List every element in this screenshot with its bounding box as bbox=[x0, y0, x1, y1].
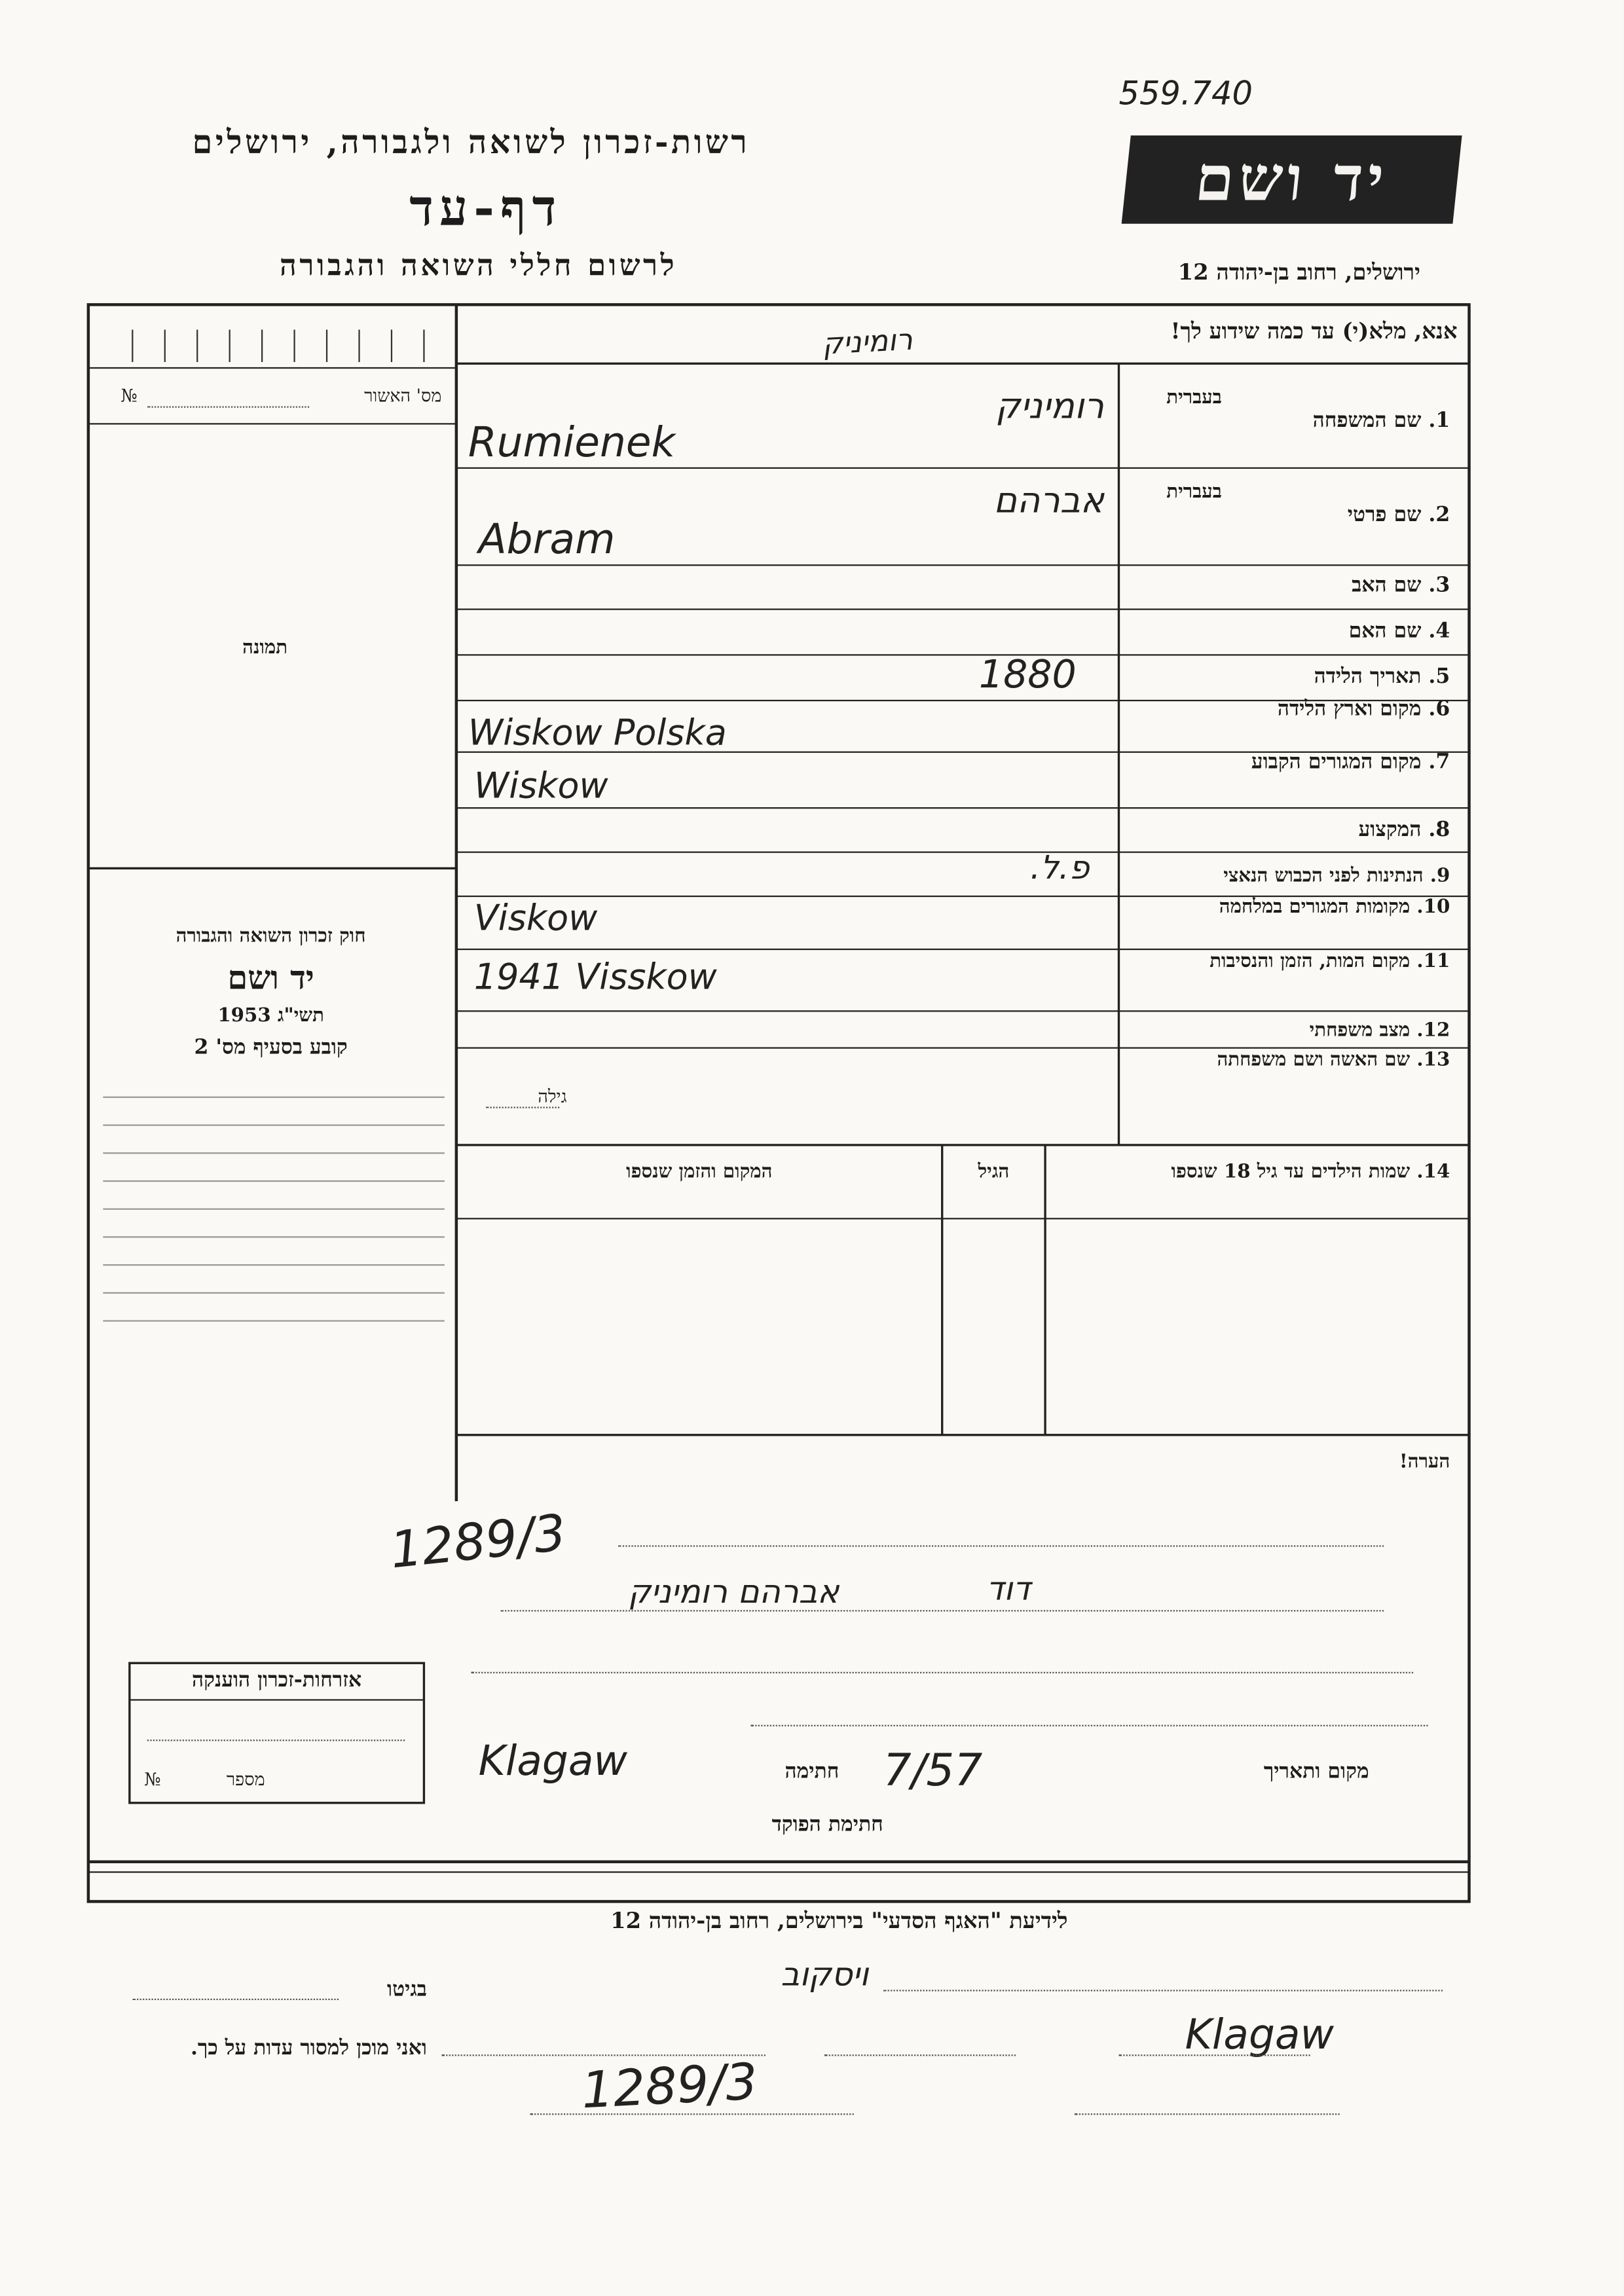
law-text-line bbox=[103, 1320, 445, 1321]
hebrew-label-1: בעברית bbox=[1166, 387, 1222, 409]
relation-line[interactable] bbox=[500, 1610, 1384, 1611]
law-text-line bbox=[103, 1097, 445, 1098]
footer-title: לידיעת "האגף הסדעי" בירושלים, רחוב בן-יהודה 12 bbox=[610, 1907, 1068, 1934]
signature-label: חתימה bbox=[784, 1760, 840, 1784]
statement-line bbox=[471, 1672, 1413, 1673]
law-name: יד ושם bbox=[227, 959, 314, 998]
instruction-handwritten-name: רומיניק bbox=[821, 321, 913, 361]
place-date-label: מקום ותאריך bbox=[1263, 1760, 1369, 1784]
address: ירושלים, רחוב בן-יהודה 12 bbox=[1177, 259, 1420, 286]
citizenship-line[interactable] bbox=[147, 1740, 405, 1741]
children-age-header: הגיל bbox=[978, 1161, 1010, 1184]
spouse-age-label: גילה bbox=[538, 1086, 567, 1107]
footer-signature-value[interactable]: Klagaw bbox=[1185, 2010, 1335, 2059]
field-4-label: 4. שם האם bbox=[1348, 619, 1450, 644]
footer-ghetto-value[interactable]: ויסקוב bbox=[781, 1957, 869, 1995]
children-names-header: 14. שמות הילדים עד גיל 18 שנספו bbox=[1171, 1161, 1450, 1184]
footer-line-1 bbox=[883, 1990, 1443, 1991]
witness-signature-line[interactable] bbox=[1075, 2113, 1340, 2115]
declaration-handwritten-number: 1289/3 bbox=[387, 1504, 569, 1581]
approval-no-sign: № bbox=[120, 385, 138, 407]
footer-ghetto-label: בגיטו bbox=[387, 1978, 427, 2002]
field-11-label: 11. מקום המות, הזמן והנסיבות bbox=[1209, 951, 1450, 973]
note-label: הערה! bbox=[1399, 1451, 1450, 1474]
field-6-label: 6. מקום וארץ הלידה bbox=[1277, 697, 1450, 721]
field-13-label: 13. שם האשה ושם משפחתה bbox=[1217, 1049, 1450, 1072]
footer-line-2[interactable] bbox=[1118, 2054, 1310, 2056]
instruction: אנא, מלא(י) עד כמה שידוע לך! bbox=[1170, 318, 1458, 345]
law-title: חוק זכרון השואה והגבורה bbox=[175, 925, 366, 948]
law-year: 1953 תשי"ג bbox=[217, 1005, 324, 1028]
citizenship-no-sign: № bbox=[144, 1769, 161, 1790]
field-8-label: 8. המקצוע bbox=[1358, 818, 1450, 842]
authority-line: רשות-זכרון לשואה ולגבורה, ירושלים bbox=[192, 123, 750, 162]
field-7-label: 7. מקום המגורים הקבוע bbox=[1251, 750, 1450, 774]
footer-line-3[interactable] bbox=[824, 2054, 1016, 2056]
photo-placeholder-label: תמונה bbox=[242, 637, 288, 660]
law-text-block bbox=[103, 1082, 445, 1435]
form-title: דף-עד bbox=[409, 179, 563, 239]
approval-text: מס' האשור bbox=[364, 385, 442, 407]
logo-text: יד ושם bbox=[1192, 143, 1392, 215]
field-1-label: 1. שם המשפחה bbox=[1312, 409, 1450, 433]
relative-name-value[interactable]: אברהם רומיניק bbox=[627, 1575, 840, 1612]
prepared-label: ואני מוכן למסור עדות על כך. bbox=[190, 2037, 427, 2061]
field-3-label: 3. שם האב bbox=[1352, 574, 1450, 598]
surname-latin-value[interactable]: Rumienek bbox=[468, 418, 676, 467]
field-10-label: 10. מקומות המגורים במלחמה bbox=[1219, 896, 1450, 919]
approval-number-field[interactable] bbox=[147, 406, 309, 407]
archive-number: 559.740 bbox=[1118, 76, 1253, 114]
firstname-latin-value[interactable]: Abram bbox=[478, 515, 616, 564]
place-date-value[interactable]: 7/57 bbox=[883, 1745, 983, 1797]
declarant-line[interactable] bbox=[618, 1545, 1384, 1546]
law-section: קובע בסעיף מס' 2 bbox=[194, 1036, 348, 1060]
field-12-label: 12. מצב משפחתי bbox=[1309, 1019, 1450, 1042]
yad-vashem-logo bbox=[1122, 136, 1462, 224]
birth-date-value[interactable]: 1880 bbox=[978, 653, 1077, 698]
surname-hebrew-value[interactable]: רומיניק bbox=[995, 385, 1104, 427]
field-2-label: 2. שם פרטי bbox=[1347, 503, 1450, 527]
law-text-line bbox=[103, 1209, 445, 1210]
residence-value[interactable]: Wiskow bbox=[473, 765, 608, 807]
law-text-line bbox=[103, 1264, 445, 1266]
law-text-line bbox=[103, 1292, 445, 1294]
footer-witness-number: 1289/3 bbox=[580, 2052, 760, 2121]
birthplace-value[interactable]: Wiskow Polska bbox=[468, 712, 727, 754]
law-text-line bbox=[103, 1124, 445, 1125]
citizenship-no-label: מספר bbox=[226, 1769, 265, 1790]
officer-signature-label: חתימת הפוקד bbox=[771, 1813, 883, 1837]
field-9-label: 9. הנתינות לפני הכבוש הנאצי bbox=[1223, 865, 1450, 888]
form-subtitle: לרשום חללי השואה והגבורה bbox=[280, 247, 678, 283]
death-place-value[interactable]: 1941 Visskow bbox=[473, 957, 717, 998]
relation-value[interactable]: דוד bbox=[986, 1571, 1031, 1609]
request-line bbox=[750, 1725, 1428, 1726]
field-5-label: 5. תאריך הלידה bbox=[1314, 665, 1450, 689]
children-place-header: המקום והזמן שנספו bbox=[626, 1161, 773, 1184]
spouse-age-field[interactable] bbox=[486, 1106, 559, 1108]
citizenship-box-title: אזרחות-זכרון הוענקה bbox=[192, 1669, 362, 1693]
hebrew-label-2: בעברית bbox=[1166, 481, 1222, 503]
witness-address-line[interactable] bbox=[530, 2113, 854, 2115]
nationality-value[interactable]: פ.ל. bbox=[1030, 850, 1090, 888]
ghetto-field[interactable] bbox=[132, 1999, 339, 2000]
law-text-line bbox=[103, 1236, 445, 1237]
signature-value[interactable]: Klagaw bbox=[478, 1736, 627, 1785]
approval-label bbox=[191, 386, 441, 408]
firstname-hebrew-value[interactable]: אברהם bbox=[993, 479, 1104, 521]
law-text-line bbox=[103, 1152, 445, 1154]
law-text-line bbox=[103, 1180, 445, 1182]
wartime-residence-value[interactable]: Viskow bbox=[473, 898, 598, 939]
